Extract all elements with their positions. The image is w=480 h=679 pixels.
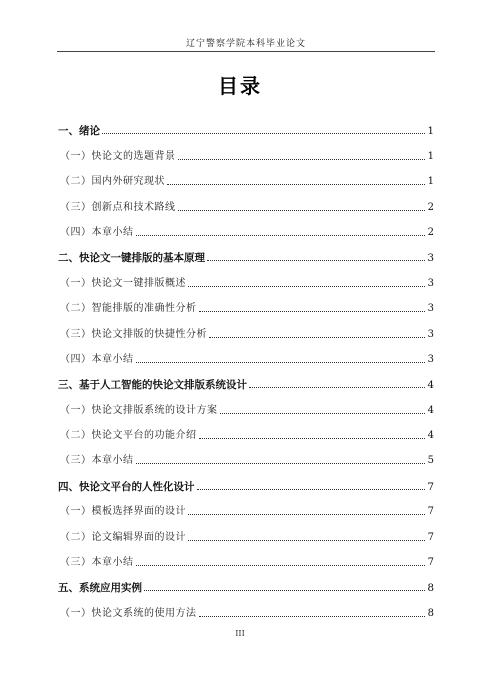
toc-entry-page: 8 [427, 607, 434, 619]
toc-entry-label: （三）创新点和技术路线 [60, 201, 176, 213]
toc-entry-label: （一）快论文的选题背景 [60, 150, 176, 162]
toc-entry-label: （二）智能排版的准确性分析 [60, 303, 197, 315]
toc-section-entry[interactable] [58, 417, 434, 442]
toc-entry-page: 1 [427, 150, 434, 162]
page-number: III [235, 629, 245, 638]
toc-section-entry[interactable] [58, 163, 434, 188]
toc-entry-page: 3 [427, 303, 434, 315]
toc-entry-label: （二）论文编辑界面的设计 [60, 531, 186, 543]
toc-section-entry[interactable] [58, 391, 434, 416]
toc-entry-label: （四）本章小结 [60, 226, 134, 238]
toc-dot-leader [136, 361, 426, 363]
toc-entry-label: 五、系统应用实例 [58, 582, 142, 595]
toc-entry-page: 3 [427, 328, 434, 340]
toc-entry-page: 3 [427, 252, 434, 265]
toc-entry-label: （三）本章小结 [60, 557, 134, 569]
toc-section-entry[interactable] [58, 594, 434, 619]
toc-dot-leader [178, 158, 426, 160]
toc-dot-leader [136, 234, 426, 236]
toc-entry-label: （一）快论文系统的使用方法 [60, 607, 197, 619]
toc-entry-label: （三）本章小结 [60, 455, 134, 467]
toc-entry-page: 1 [427, 125, 434, 138]
toc-dot-leader [209, 336, 425, 338]
toc-section-entry[interactable] [58, 493, 434, 518]
toc-entry-page: 7 [427, 557, 434, 569]
toc-dot-leader [199, 437, 426, 439]
toc-entry-page: 3 [427, 277, 434, 289]
toc-section-entry[interactable] [58, 290, 434, 315]
page-title: 目录 [218, 74, 262, 98]
toc-entry-page: 1 [427, 176, 434, 188]
toc-dot-leader [136, 564, 426, 566]
toc-entry-label: 四、快论文平台的人性化设计 [58, 480, 195, 493]
header-divider [57, 51, 435, 52]
toc-section-entry[interactable] [58, 544, 434, 569]
toc-dot-leader [136, 462, 426, 464]
toc-entry-label: （四）本章小结 [60, 353, 134, 365]
toc-entry-label: 三、基于人工智能的快论文排版系统设计 [58, 379, 247, 392]
toc-chapter-entry[interactable] [58, 112, 434, 137]
toc-section-entry[interactable] [58, 315, 434, 340]
toc-dot-leader [197, 488, 426, 490]
toc-section-entry[interactable] [58, 137, 434, 162]
toc-entry-label: 一、绪论 [58, 125, 100, 138]
toc-entry-label: （一）快论文排版系统的设计方案 [60, 404, 218, 416]
toc-entry-page: 4 [427, 379, 434, 392]
toc-section-entry[interactable] [58, 341, 434, 366]
toc-entry-label: （三）快论文排版的快捷性分析 [60, 328, 207, 340]
toc-entry-page: 5 [427, 455, 434, 467]
toc-section-entry[interactable] [58, 518, 434, 543]
toc-section-entry[interactable] [58, 442, 434, 467]
toc-chapter-entry[interactable] [58, 569, 434, 594]
toc-dot-leader [102, 132, 425, 134]
toc-entry-page: 2 [427, 201, 434, 213]
toc-dot-leader [207, 259, 425, 261]
toc-dot-leader [220, 412, 426, 414]
toc-entry-label: （二）快论文平台的功能介绍 [60, 430, 197, 442]
toc-dot-leader [144, 589, 425, 591]
toc-dot-leader [178, 209, 426, 211]
toc-chapter-entry[interactable] [58, 366, 434, 391]
toc-dot-leader [188, 285, 425, 287]
running-header: 辽宁警察学院本科毕业论文 [185, 39, 306, 49]
toc-entry-page: 7 [427, 480, 434, 493]
toc-section-entry[interactable] [58, 264, 434, 289]
toc-entry-label: （一）模板选择界面的设计 [60, 506, 186, 518]
toc-dot-leader [167, 183, 425, 185]
table-of-contents [58, 112, 434, 620]
toc-entry-page: 2 [427, 226, 434, 238]
toc-chapter-entry[interactable] [58, 467, 434, 492]
toc-entry-page: 8 [427, 582, 434, 595]
toc-section-entry[interactable] [58, 214, 434, 239]
toc-entry-page: 7 [427, 506, 434, 518]
toc-section-entry[interactable] [58, 188, 434, 213]
toc-entry-label: （二）国内外研究现状 [60, 176, 165, 188]
toc-entry-page: 4 [427, 430, 434, 442]
toc-dot-leader [249, 386, 425, 388]
toc-entry-label: （一）快论文一键排版概述 [60, 277, 186, 289]
toc-entry-page: 7 [427, 531, 434, 543]
toc-entry-label: 二、快论文一键排版的基本原理 [58, 252, 205, 265]
toc-dot-leader [199, 615, 426, 617]
toc-dot-leader [199, 310, 426, 312]
toc-chapter-entry[interactable] [58, 239, 434, 264]
toc-dot-leader [188, 513, 425, 515]
toc-dot-leader [188, 539, 425, 541]
toc-entry-page: 4 [427, 404, 434, 416]
toc-entry-page: 3 [427, 353, 434, 365]
